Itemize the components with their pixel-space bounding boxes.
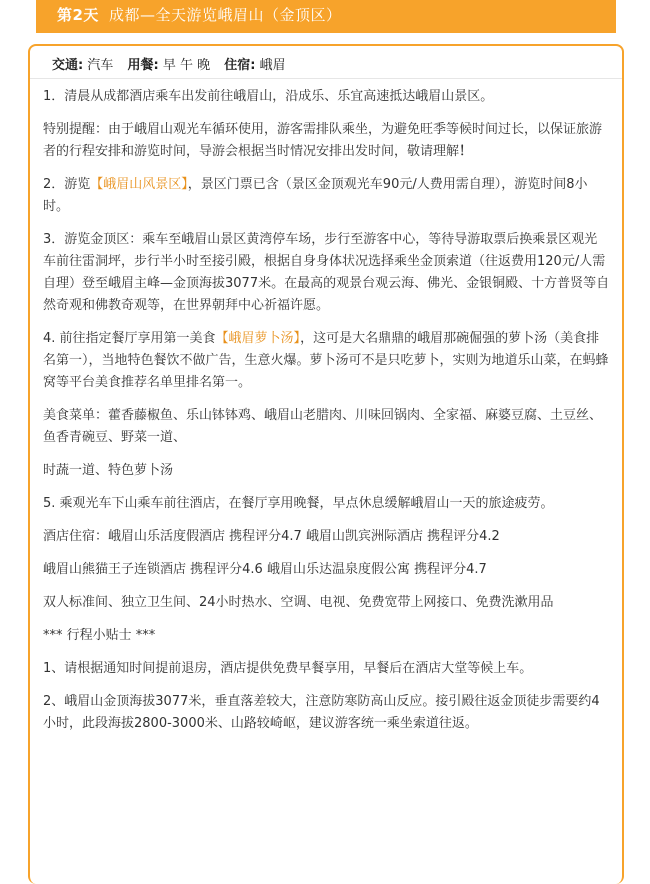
paragraph-golden-summit: 3．游览金顶区：乘车至峨眉山景区黄湾停车场，步行至游客中心，等待导游取票后换乘景区观光车前往雷洞坪，步行半小时至接引殿，根据自身身体状况选择乘坐金顶索道（往返费用120元/人需自理）登至峨眉主峰—金顶海拔3077米。在最高的观景台观云海、佛光、金银铜殿、十方普贤等自然奇观和佛教奇观等，在世界朝拜中心祈福许愿。	[43, 232, 610, 313]
paragraph-tips-heading: *** 行程小贴士 ***	[43, 628, 156, 643]
meal-label: 用餐:	[127, 58, 159, 73]
info-row	[52, 54, 296, 73]
highlight-radish-soup: 【峨眉萝卜汤】	[215, 331, 301, 346]
stay-value: 峨眉	[259, 58, 286, 73]
day-number: 第2天	[57, 6, 99, 24]
paragraph-food: 4. 前往指定餐厅享用第一美食【峨眉萝卜汤】，这可是大名鼎鼎的峨眉那碗倔强的萝卜汤（美食排名第一），当地特色餐饮不做广告，生意火爆。萝卜汤可不是只吃萝卜，实则为地道乐山菜，在蚂蜂窝等平台美食推荐名单里排名第一。	[43, 331, 609, 390]
paragraph-scenic-area: 2．游览【峨眉山风景区】，景区门票已含（景区金顶观光车90元/人费用需自理），游览时间8小时。	[43, 177, 588, 214]
paragraph-hotels-1: 酒店住宿：峨眉山乐活度假酒店 携程评分4.7 峨眉山凯宾洲际酒店 携程评分4.2	[43, 529, 500, 544]
day-header-bar	[36, 0, 616, 33]
paragraph-menu-cont: 时蔬一道、特色萝卜汤	[43, 463, 174, 478]
day-header-title	[57, 4, 341, 25]
info-divider	[30, 78, 622, 79]
paragraph-hotels-2: 峨眉山熊猫王子连锁酒店 携程评分4.6 峨眉山乐达温泉度假公寓 携程评分4.7	[43, 562, 487, 577]
paragraph-departure: 1．清晨从成都酒店乘车出发前往峨眉山，沿成乐、乐宜高速抵达峨眉山景区。	[43, 89, 494, 104]
paragraph-return: 5. 乘观光车下山乘车前往酒店，在餐厅享用晚餐，早点休息缓解峨眉山一天的旅途疲劳。	[43, 496, 554, 511]
paragraph-menu: 美食菜单：藿香藤椒鱼、乐山钵钵鸡、峨眉山老腊肉、川味回锅肉、全家福、麻婆豆腐、土豆丝、鱼香青碗豆、野菜一道、	[43, 408, 603, 445]
transport-value: 汽车	[87, 58, 114, 73]
paragraph-room-amenities: 双人标准间、独立卫生间、24小时热水、空调、电视、免费宽带上网接口、免费洗漱用品	[43, 595, 554, 610]
stay-label: 住宿:	[224, 58, 256, 73]
day-route: 成都—全天游览峨眉山（金顶区）	[108, 6, 342, 24]
paragraph-reminder: 特别提醒：由于峨眉山观光车循环使用，游客需排队乘坐，为避免旺季等候时间过长，以保证旅游者的行程安排和游览时间，导游会根据当时情况安排出发时间，敬请理解！	[43, 122, 603, 159]
transport-label: 交通:	[52, 58, 84, 73]
itinerary-content	[43, 86, 610, 746]
meal-value: 早 午 晚	[162, 58, 211, 73]
paragraph-tip-2: 2、峨眉山金顶海拔3077米，垂直落差较大，注意防寒防高山反应。接引殿往返金顶徒步需要约4小时，此段海拔2800-3000米、山路较崎岖，建议游客统一乘坐索道往返。	[43, 694, 600, 731]
highlight-scenic-area: 【峨眉山风景区】	[90, 177, 188, 192]
paragraph-tip-1: 1、请根据通知时间提前退房，酒店提供免费早餐享用，早餐后在酒店大堂等候上车。	[43, 661, 533, 676]
